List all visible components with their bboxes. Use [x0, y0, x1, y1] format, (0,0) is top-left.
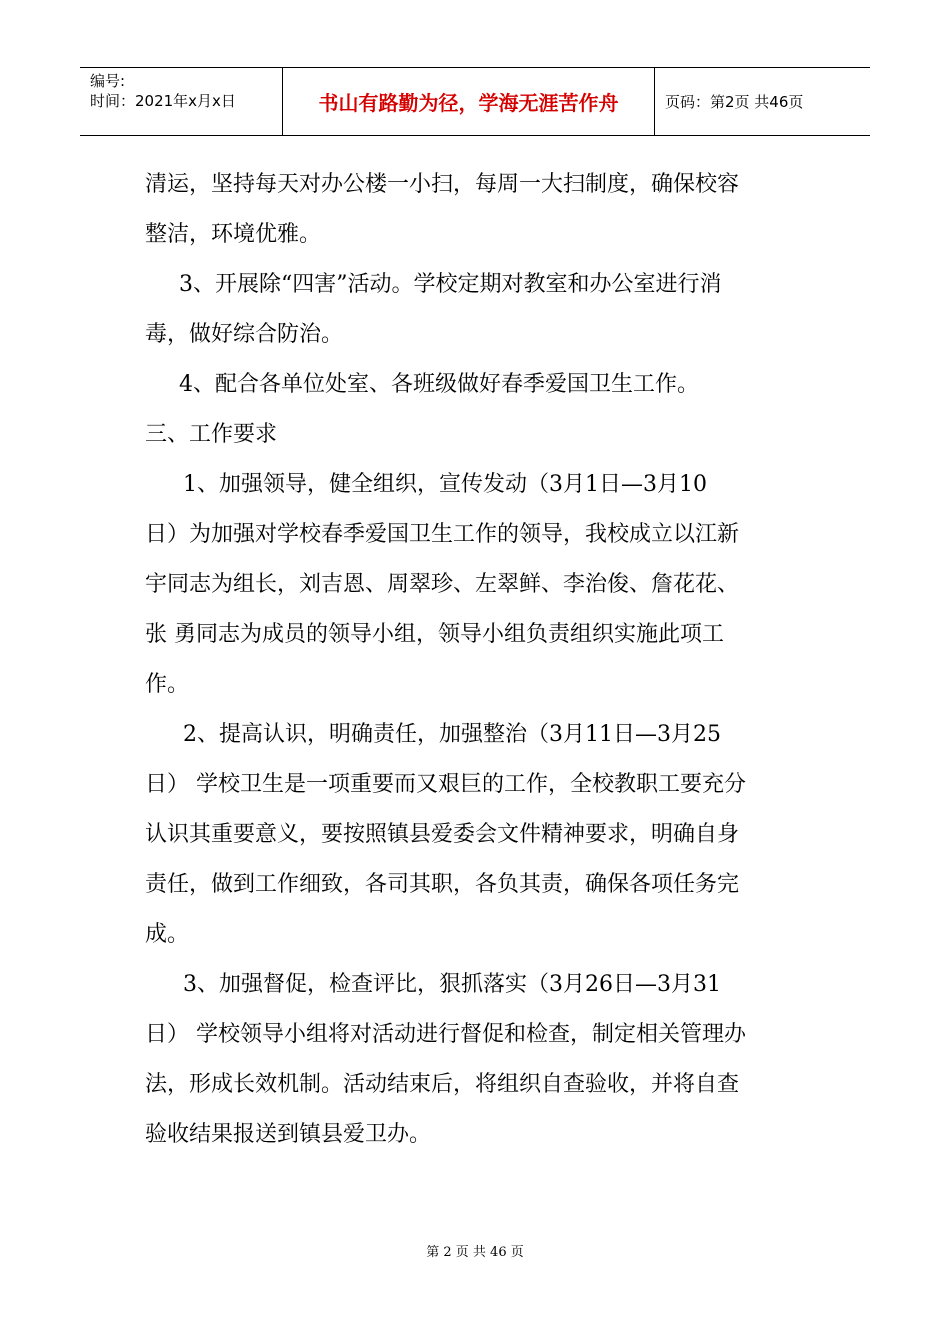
body-line: 验收结果报送到镇县爱卫办。 — [145, 1122, 432, 1147]
body-line: 3、加强督促，检查评比，狠抓落实（3月26日—3月31 — [183, 972, 721, 997]
body-line: 认识其重要意义，要按照镇县爱委会文件精神要求，明确自身 — [145, 822, 740, 847]
document-body — [145, 160, 810, 1160]
body-line: 作。 — [145, 672, 190, 697]
document-number-label: 编号: — [90, 72, 126, 90]
header-page-info: 页码：第2页 共46页 — [665, 93, 804, 111]
body-line: 清运，坚持每天对办公楼一小扫，每周一大扫制度，确保校容 — [145, 172, 740, 197]
body-line: 日） 学校领导小组将对活动进行督促和检查，制定相关管理办 — [145, 1022, 746, 1047]
body-line: 4、配合各单位处室、各班级做好春季爱国卫生工作。 — [179, 372, 699, 397]
body-line: 2、提高认识，明确责任，加强整治（3月11日—3月25 — [183, 722, 721, 747]
body-line: 日） 学校卫生是一项重要而又艰巨的工作，全校教职工要充分 — [145, 772, 746, 797]
header-right-cell — [655, 68, 870, 135]
body-line: 成。 — [145, 922, 190, 947]
body-line: 3、开展除“四害”活动。学校定期对教室和办公室进行消 — [179, 272, 722, 297]
body-line: 责任，做到工作细致，各司其职，各负其责，确保各项任务完 — [145, 872, 740, 897]
page-footer: 第 2 页 共 46 页 — [426, 1245, 524, 1260]
body-line: 法，形成长效机制。活动结束后，将组织自查验收，并将自查 — [145, 1072, 740, 1097]
document-date: 时间：2021年x月x日 — [90, 92, 236, 110]
header-motto: 书山有路勤为径，学海无涯苦作舟 — [318, 91, 619, 115]
header-table — [80, 67, 870, 136]
body-line: 日）为加强对学校春季爱国卫生工作的领导，我校成立以江新 — [145, 522, 740, 547]
body-line: 1、加强领导，健全组织，宣传发动（3月1日—3月10 — [183, 472, 707, 497]
body-line: 张 勇同志为成员的领导小组，领导小组负责组织实施此项工 — [145, 622, 724, 647]
body-line: 毒，做好综合防治。 — [145, 322, 344, 347]
header-middle-cell — [283, 68, 655, 135]
section-heading: 三、工作要求 — [145, 422, 278, 447]
body-line: 整洁，环境优雅。 — [145, 222, 322, 247]
body-line: 宇同志为组长，刘吉恩、周翠珍、左翠鲜、李治俊、詹花花、 — [145, 572, 740, 597]
header-left-cell — [80, 68, 283, 135]
